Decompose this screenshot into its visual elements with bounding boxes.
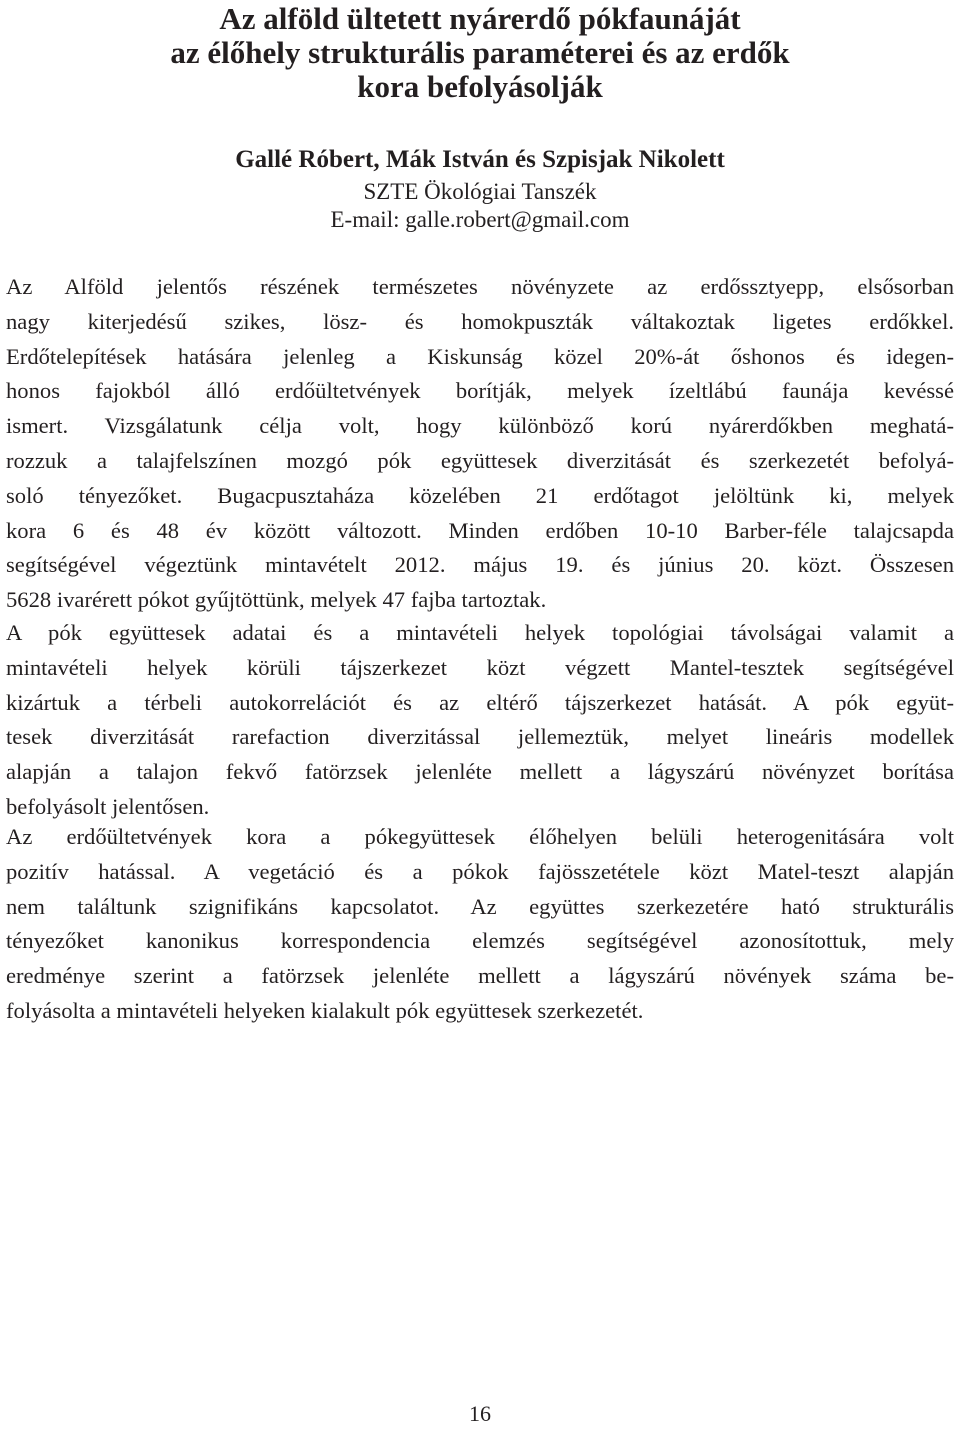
paragraph-line: befolyásolt jelentősen.: [6, 793, 210, 819]
paragraph-line: kizártuk a térbeli autokorrelációt és az eltérő tájszerkezet hatását. A pók együt-: [6, 689, 954, 715]
paragraph-line: tesek diverzitását rarefaction diverzitással jellemeztük, melyet lineáris modellek: [6, 724, 954, 750]
title-line-1: Az alföld ültetett nyárerdő pókfaunáját: [219, 1, 741, 36]
paragraph-line: honos fajokból álló erdőültetvények borítják, melyek ízeltlábú faunája kevéssé: [6, 378, 954, 404]
paper-title: [0, 2, 960, 104]
title-line-3: kora befolyásolják: [357, 69, 603, 104]
paragraph-line: soló tényezőket. Bugacpusztaháza közelében 21 erdőtagot jelöltünk ki, melyek: [6, 482, 954, 508]
paragraph-line: segítségével végeztünk mintavételt 2012. május 19. és június 20. közt. Összesen: [6, 552, 954, 578]
paragraph-line: 5628 ivarérett pókot gyűjtöttünk, melyek 47 fajba tartoztak.: [6, 587, 547, 613]
paragraph-line: Az erdőültetvények kora a pókegyüttesek élőhelyen belüli heterogenitására volt: [6, 824, 954, 849]
page-number: 16: [469, 1401, 491, 1426]
affiliation: SZTE Ökológiai Tanszék: [363, 179, 597, 204]
paragraph-line: kora 6 és 48 év között változott. Minden erdőben 10-10 Barber-féle talajcsapda: [6, 517, 954, 543]
abstract-paragraph-1: [6, 270, 954, 618]
paragraph-line: ismert. Vizsgálatunk célja volt, hogy különböző korú nyárerdőkben meghatá-: [6, 413, 954, 439]
paragraph-line: Az Alföld jelentős részének természetes növényzete az erdőssztyepp, elsősorban: [6, 274, 954, 299]
paragraph-line: A pók együttesek adatai és a mintavételi helyek topológiai távolságai valamit a: [6, 620, 954, 645]
paragraph-line: folyásolta a mintavételi helyeken kialakult pók együttesek szerkezetét.: [6, 997, 644, 1023]
paragraph-line: nem találtunk szignifikáns kapcsolatot. Az együttes szerkezetére ható strukturális: [6, 893, 954, 919]
paragraph-line: pozitív hatással. A vegetáció és a pókok fajösszetétele közt Matel-teszt alapján: [6, 858, 954, 884]
abstract-paragraph-3: [6, 820, 954, 1029]
paragraph-line: Erdőtelepítések hatására jelenleg a Kiskunság közel 20%-át őshonos és idegen-: [6, 343, 954, 369]
paragraph-line: mintavételi helyek körüli tájszerkezet közt végzett Mantel-tesztek segítségével: [6, 654, 954, 680]
author-list: Gallé Róbert, Mák István és Szpisjak Nikolett: [235, 146, 725, 173]
paragraph-line: eredménye szerint a fatörzsek jelenléte mellett a lágyszárú növények száma be-: [6, 963, 954, 989]
paragraph-line: nagy kiterjedésű szikes, lösz- és homokpuszták váltakoztak ligetes erdőkkel.: [6, 308, 954, 334]
paragraph-line: rozzuk a talajfelszínen mozgó pók együttesek diverzitását és szerkezetét befolyá-: [6, 447, 954, 473]
abstract-paragraph-2: [6, 616, 954, 825]
paragraph-line: tényezőket kanonikus korrespondencia elemzés segítségével azonosítottuk, mely: [6, 928, 954, 954]
paragraph-line: alapján a talajon fekvő fatörzsek jelenléte mellett a lágyszárú növényzet borítása: [6, 759, 954, 785]
title-line-2: az élőhely strukturális paraméterei és az erdők: [170, 35, 790, 70]
contact-email: E-mail: galle.robert@gmail.com: [330, 207, 630, 232]
